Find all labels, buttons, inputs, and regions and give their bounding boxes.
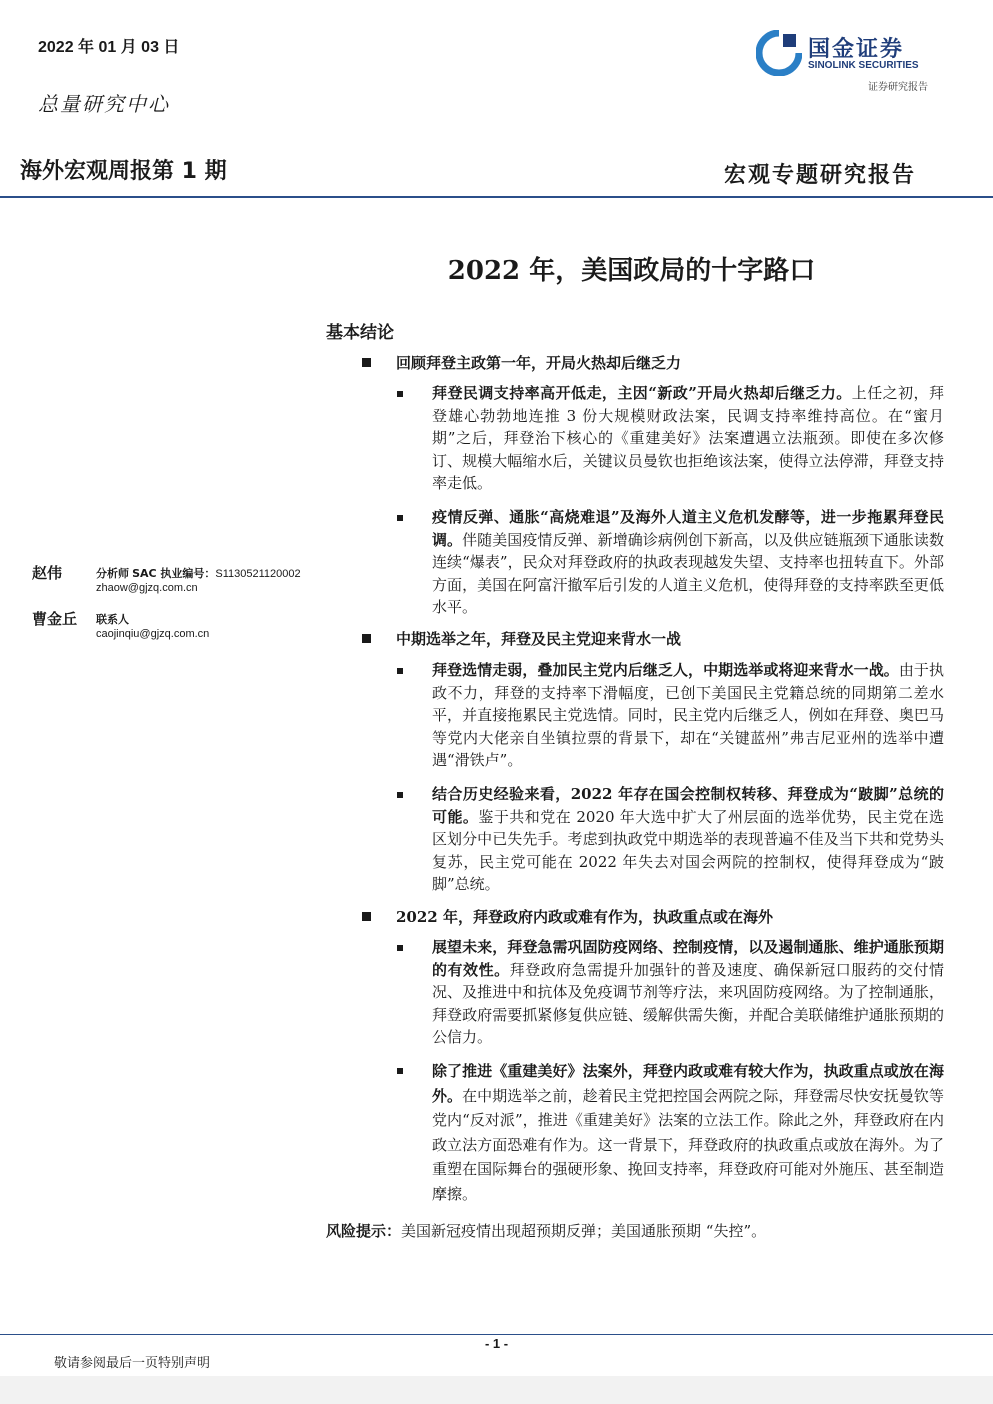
logo-text-cn: 国金证券 — [808, 37, 905, 62]
report-series: 海外宏观周报第 1 期 — [20, 159, 227, 184]
section-heading: 中期选举之年，拜登及民主党迎来背水一战 — [396, 630, 682, 648]
item-bullet-icon — [397, 792, 403, 798]
item-body: 上任之初，拜登雄心勃勃地连推 3 份大规模财政法案，民调支持率维持高位。在“蜜月期”之后，拜登治下核心的《重建美好》法案遭遇立法瓶颈。即使在多次修订、规模大幅缩水后，关键议员曼钦也拒绝该法案，使得立法停滞，拜登支持率走低。 — [432, 384, 944, 493]
item-bullet-icon — [397, 391, 403, 397]
item-body: 伴随美国疫情反弹、新增确诊病例创下新高，以及供应链瓶颈下通胀读数连续“爆表”，民众对拜登政府的执政表现越发失望、支持率也扭转直下。外部方面，美国在阿富汗撤军后引发的人道主义危机，使得拜登的支持率跌至更低水平。 — [432, 530, 944, 617]
item-lead: 拜登民调支持率高开低走，主因“新政”开局火热却后继乏力。 — [432, 384, 852, 402]
item-lead: 疫情反弹、通胀“高烧难退”及海外人道主义危机发酵等，进一步拖累拜登民调。 — [432, 508, 944, 549]
analyst-email[interactable]: caojinqiu@gjzq.com.cn — [96, 628, 210, 640]
item-body: 在中期选举之前，趁着民主党把控国会两院之际，拜登需尽快安抚曼钦等党内“反对派”，推进《重建美好》法案的立法工作。除此之外，拜登政府在内政立法方面恐难有作为。这一背景下，拜登政府的执政重点或放在海外。为了重塑在国际舞台的强硬形象、挽回支持率，拜登政府可能对外施压、甚至制造摩擦。 — [432, 1086, 944, 1203]
item-body: 拜登政府急需提升加强针的普及速度、确保新冠口服药的交付情况、及推进中和抗体及免疫调节剂等疗法，来巩固防疫网络。为了控制通胀，拜登政府需要抓紧修复供应链、缓解供需失衡，并配合美联储维护通胀预期的公信力。 — [432, 960, 944, 1047]
item-lead: 结合历史经验来看，2022 年存在国会控制权转移、拜登成为“跛脚”总统的可能。 — [432, 785, 944, 826]
analyst-1-meta — [96, 567, 301, 595]
section-bullet-icon — [362, 634, 371, 643]
research-center: 总量研究中心 — [38, 92, 170, 116]
risk-warning — [326, 1220, 766, 1241]
item-lead: 除了推进《重建美好》法案外，拜登内政或难有较大作为，执政重点或放在海外。 — [432, 1062, 944, 1105]
section-item — [432, 1059, 944, 1207]
section-heading: 2022 年，拜登政府内政或难有作为，执政重点或在海外 — [396, 908, 773, 926]
logo-text-en: SINOLINK SECURITIES — [808, 60, 919, 71]
analyst-role: 分析师 — [96, 567, 129, 580]
analyst-2-meta — [96, 613, 209, 641]
conclusion-heading: 基本结论 — [326, 323, 394, 343]
analyst-cert-label: SAC 执业编号： — [132, 567, 216, 580]
item-body: 由于执政不力，拜登的支持率下滑幅度，已创下美国民主党籍总统的同期第二差水平，并直接拖累民主党选情。同时，民主党内后继乏人，例如在拜登、奥巴马等党内大佬亲自坐镇拉票的背景下，却在“关键蓝州”弗吉尼亚州的选举中遭遇“滑铁卢”。 — [432, 661, 944, 770]
analyst-name: 赵伟 — [32, 564, 63, 582]
analyst-1 — [32, 562, 62, 583]
analyst-role: 联系人 — [96, 613, 129, 626]
item-lead: 展望未来，拜登急需巩固防疫网络、控制疫情，以及遏制通胀、维护通胀预期的有效性。 — [432, 938, 944, 979]
section-bullet-icon — [362, 912, 371, 921]
section-bullet-icon — [362, 358, 371, 367]
header-divider — [0, 196, 993, 198]
footer-divider — [0, 1334, 993, 1335]
analyst-cert: S1130521120002 — [215, 568, 301, 580]
item-lead: 拜登选情走弱，叠加民主党内后继乏人，中期选举或将迎来背水一战。 — [432, 661, 899, 679]
section-item — [432, 659, 944, 772]
item-bullet-icon — [397, 1068, 403, 1074]
risk-label: 风险提示： — [326, 1222, 402, 1240]
report-type: 宏观专题研究报告 — [724, 162, 917, 188]
section-item — [432, 936, 944, 1049]
section-item — [432, 382, 944, 495]
item-body: 鉴于共和党在 2020 年大选中扩大了州层面的选举优势，民主党在选区划分中已失先手。考虑到执政党中期选举的表现普遍不佳及当下共和党势头复苏，民主党可能在 2022 年失去对国会两院的控制权，使得拜登成为“跛脚”总统。 — [432, 807, 944, 894]
analyst-email[interactable]: zhaow@gjzq.com.cn — [96, 582, 198, 594]
section-heading: 回顾拜登主政第一年，开局火热却后继乏力 — [396, 354, 682, 372]
disclaimer-note: 敬请参阅最后一页特别声明 — [54, 1356, 211, 1371]
report-date: 2022 年 01 月 03 日 — [38, 39, 180, 56]
report-title-text: 2022 年，美国政局的十字路口 — [447, 256, 816, 286]
section-item — [432, 783, 944, 896]
item-bullet-icon — [397, 945, 403, 951]
sinolink-logo — [756, 30, 946, 80]
analyst-2 — [32, 608, 77, 629]
report-title — [0, 250, 993, 287]
analyst-name: 曹金丘 — [32, 610, 78, 628]
sinolink-emblem-icon — [756, 30, 802, 76]
bottom-band — [0, 1376, 993, 1404]
logo-subtitle: 证券研究报告 — [868, 82, 928, 93]
item-bullet-icon — [397, 668, 403, 674]
section-item — [432, 506, 944, 619]
risk-text: 美国新冠疫情出现超预期反弹；美国通胀预期 “失控”。 — [401, 1222, 767, 1240]
item-bullet-icon — [397, 515, 403, 521]
page-number: - 1 - — [484, 1336, 509, 1351]
